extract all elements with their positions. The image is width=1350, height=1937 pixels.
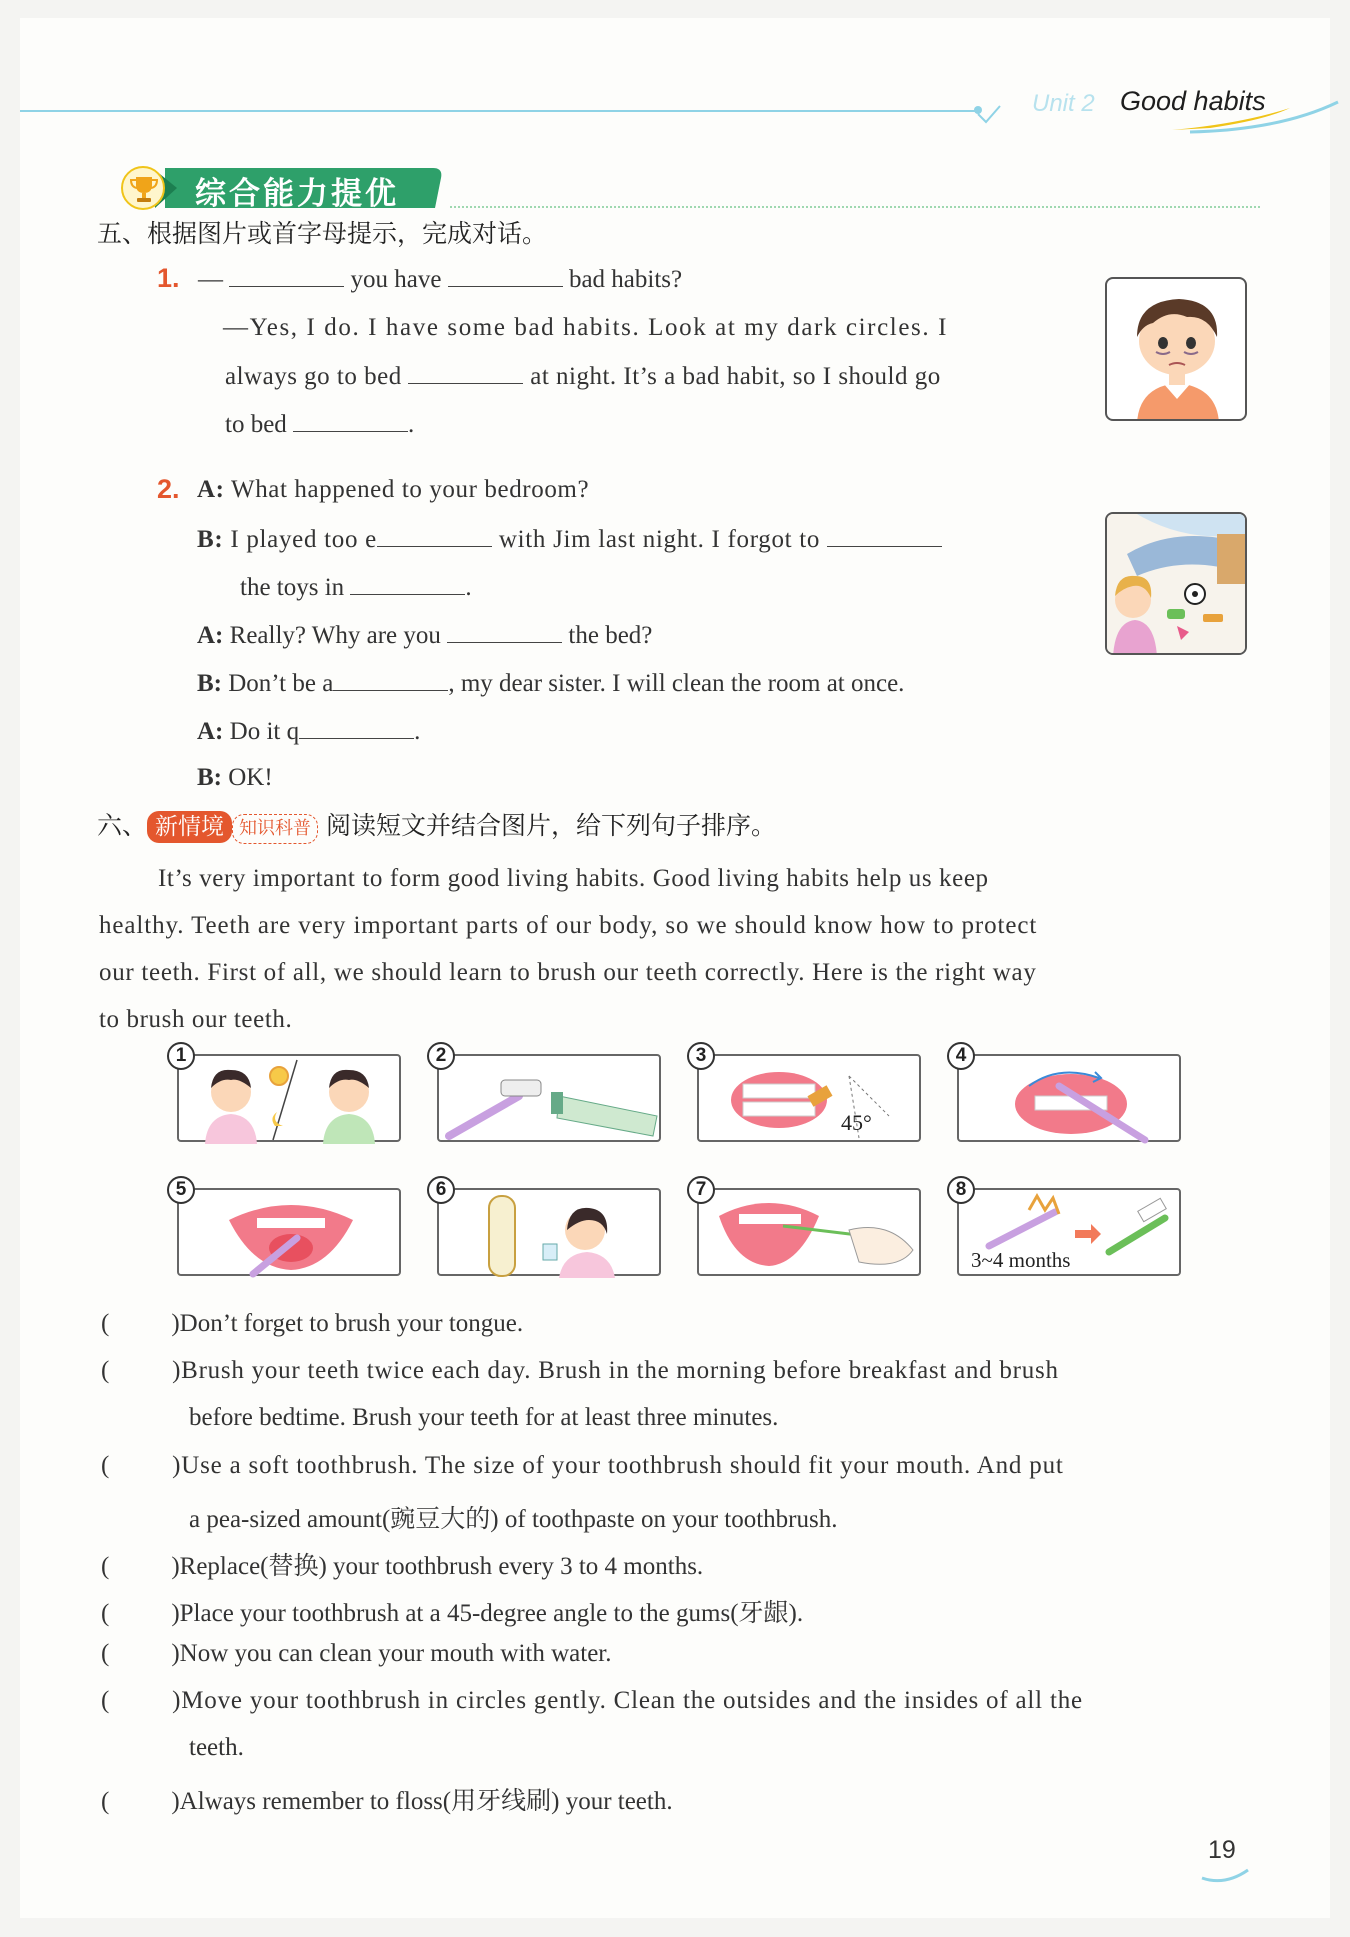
blank-input[interactable]: [333, 669, 448, 691]
step-number: 3: [687, 1042, 715, 1070]
blank-input[interactable]: [350, 573, 465, 595]
passage-line-3: our teeth. First of all, we should learn to brush our teeth correctly. Here is the right way: [99, 959, 1037, 986]
header-check-icon: [972, 102, 1002, 124]
blank-input[interactable]: [408, 362, 523, 384]
option-7: ( )Move your toothbrush in circles gently. Clean the outsides and the insides of all the: [101, 1687, 1083, 1714]
option-1: ( )Don’t forget to brush your tongue.: [101, 1310, 524, 1337]
blank-input[interactable]: [229, 265, 344, 287]
q2-number: 2.: [157, 474, 180, 504]
step-number: 6: [427, 1176, 455, 1204]
blank-input[interactable]: [377, 525, 492, 547]
messy-room-picture: [1105, 512, 1247, 655]
passage-line-1: It’s very important to form good living habits. Good living habits help us keep: [158, 865, 989, 892]
blank-input[interactable]: [299, 717, 414, 739]
step-number: 5: [167, 1176, 195, 1204]
header-unit: Unit 2: [1032, 90, 1095, 117]
step-card-8: [955, 1179, 1181, 1276]
q2-line5: B: Don’t be a , my dear sister. I will clean the room at once.: [197, 670, 905, 697]
header-swoosh-icon: [1170, 100, 1340, 134]
q2-line1: A: What happened to your bedroom?: [197, 476, 590, 503]
q2-line7: B: OK!: [197, 764, 273, 791]
page-number: 19: [1208, 1836, 1236, 1864]
option-4: ( )Replace(替换) your toothbrush every 3 to 4 months.: [101, 1553, 704, 1580]
toothbrush-toothpaste-icon: [439, 1056, 663, 1144]
step-number: 7: [687, 1176, 715, 1204]
months-label: 3~4 months: [971, 1248, 1071, 1272]
angle-label: 45°: [841, 1110, 872, 1135]
header-rule: [20, 110, 980, 112]
blank-input[interactable]: [827, 525, 942, 547]
option-2-cont: before bedtime. Brush your teeth for at least three minutes.: [189, 1404, 779, 1431]
step-card-4: [955, 1045, 1181, 1142]
q1-line2: —Yes, I do. I have some bad habits. Look at my dark circles. I: [223, 314, 948, 341]
q2-line6: A: Do it q .: [197, 718, 421, 745]
step-number: 2: [427, 1042, 455, 1070]
step-card-1: [175, 1045, 401, 1142]
tired-boy-icon: [1107, 279, 1247, 421]
step-number: 1: [167, 1042, 195, 1070]
blank-input[interactable]: [293, 410, 408, 432]
new-context-tag: 新情境: [147, 811, 232, 843]
option-7-cont: teeth.: [189, 1734, 244, 1761]
banner-divider: [450, 206, 1260, 208]
header-title: Good habits: [1120, 86, 1266, 116]
option-6: ( )Now you can clean your mouth with water.: [101, 1640, 612, 1667]
passage-line-4: to brush our teeth.: [99, 1006, 293, 1033]
circular-brushing-icon: [959, 1056, 1183, 1144]
boy-picture: [1105, 277, 1247, 421]
messy-bedroom-icon: [1107, 514, 1247, 655]
tongue-brushing-icon: [179, 1190, 403, 1278]
q1-number: 1.: [157, 263, 180, 293]
page-number-swoosh-icon: [1200, 1868, 1250, 1884]
q2-line2: B: I played too e with Jim last night. I forgot to: [197, 525, 942, 554]
blank-input[interactable]: [448, 265, 563, 287]
step-card-6: [435, 1179, 661, 1276]
option-2: ( )Brush your teeth twice each day. Brush in the morning before breakfast and brush: [101, 1357, 1059, 1384]
section5-heading: 五、根据图片或首字母提示，完成对话。: [97, 219, 548, 248]
q1-line3: always go to bed at night. It’s a bad habit, so I should go: [225, 363, 941, 390]
step-card-5: [175, 1179, 401, 1276]
step-card-7: [695, 1179, 921, 1276]
passage-line-2: healthy. Teeth are very important parts of our body, so we should know how to protect: [99, 912, 1038, 939]
step-card-3: [695, 1045, 921, 1142]
blank-input[interactable]: [447, 621, 562, 643]
girl-brushing-icon: [179, 1056, 403, 1144]
option-3-cont: a pea-sized amount(豌豆大的) of toothpaste on your toothbrush.: [189, 1506, 838, 1533]
q1-line4: to bed .: [225, 411, 415, 438]
option-8: ( )Always remember to floss(用牙线刷) your teeth.: [101, 1788, 673, 1815]
flossing-icon: [699, 1190, 923, 1278]
knowledge-tag: 知识科普: [232, 814, 318, 844]
trophy-icon: [128, 173, 160, 205]
angled-brush-teeth-icon: [699, 1056, 923, 1144]
option-3: ( )Use a soft toothbrush. The size of your toothbrush should fit your mouth. And put: [101, 1452, 1064, 1479]
q2-line4: A: Really? Why are you the bed?: [197, 622, 653, 649]
section6-heading: 六、 新情境 知识科普 阅读短文并结合图片，给下列句子排序。: [97, 806, 776, 844]
q1-line1: — you have bad habits?: [198, 266, 683, 293]
step-card-2: [435, 1045, 661, 1142]
q2-line3: the toys in .: [240, 574, 472, 601]
step-number: 4: [947, 1042, 975, 1070]
rinsing-mouth-icon: [439, 1190, 663, 1278]
workbook-page: [20, 18, 1330, 1918]
option-5: ( )Place your toothbrush at a 45-degree angle to the gums(牙龈).: [101, 1600, 804, 1627]
step-number: 8: [947, 1176, 975, 1204]
banner-title: 综合能力提优: [195, 176, 399, 212]
